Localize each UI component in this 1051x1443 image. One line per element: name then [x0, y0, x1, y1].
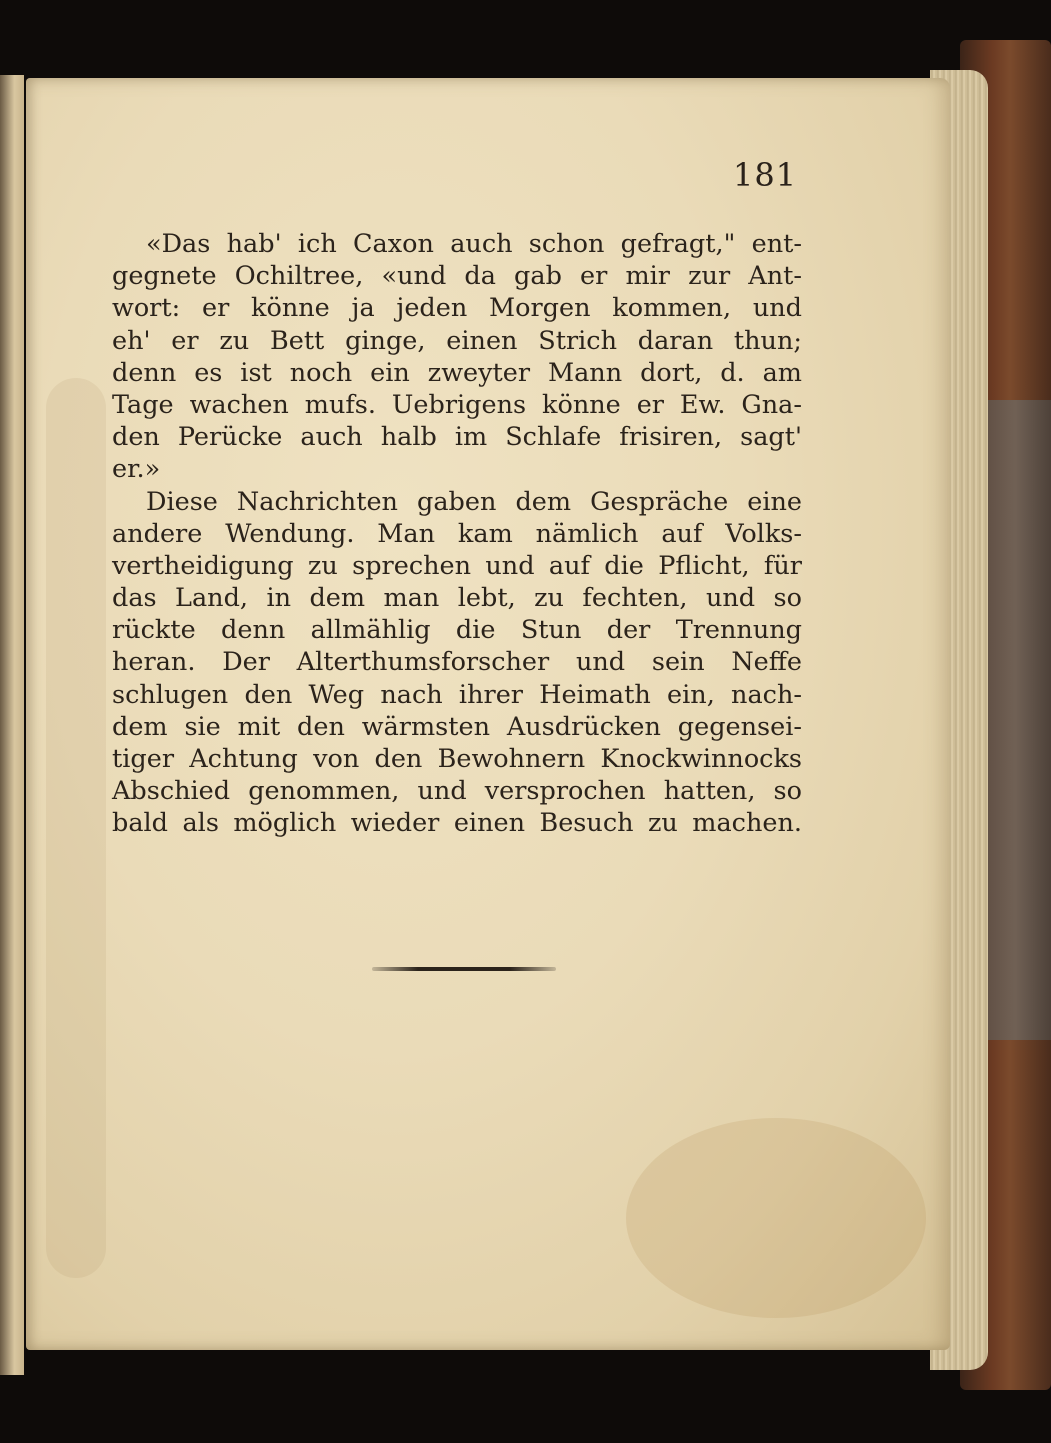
text-line: gegnete Ochiltree, «und da gab er mir zur Ant-: [112, 261, 802, 292]
text-line: Diese Nachrichten gaben dem Gespräche eine: [146, 486, 802, 517]
section-rule: [372, 967, 556, 971]
text-line: schlugen den Weg nach ihrer Heimath ein, nach-: [112, 679, 802, 710]
page-stain: [626, 1118, 926, 1318]
page-text: [112, 228, 802, 840]
left-page-edge: [0, 75, 24, 1375]
text-line: Abschied genommen, und versprochen hatten, so: [112, 776, 802, 807]
text-line: rückte denn allmählig die Stun der Trennung: [112, 615, 802, 646]
text-line: dem sie mit den wärmsten Ausdrücken gegensei-: [112, 711, 802, 742]
text-line: den Perücke auch halb im Schlafe frisiren, sagt': [112, 422, 802, 453]
text-line: denn es ist noch ein zweyter Mann dort, d. am: [112, 357, 802, 388]
text-line: bald als möglich wieder einen Besuch zu machen.: [112, 808, 802, 839]
text-line: wort: er könne ja jeden Morgen kommen, und: [112, 293, 802, 324]
text-line: das Land, in dem man lebt, zu fechten, und so: [112, 583, 802, 614]
page-number: 181: [733, 156, 798, 194]
text-line: eh' er zu Bett ginge, einen Strich daran thun;: [112, 325, 802, 356]
text-line: andere Wendung. Man kam nämlich auf Volks-: [112, 518, 802, 549]
text-line: er.»: [112, 454, 161, 485]
text-line: vertheidigung zu sprechen und auf die Pflicht, für: [112, 550, 802, 581]
text-line: tiger Achtung von den Bewohnern Knockwinnocks: [112, 744, 802, 774]
text-line: «Das hab' ich Caxon auch schon gefragt," ent-: [146, 229, 802, 259]
text-line: Tage wachen mufs. Uebrigens könne er Ew. Gna-: [112, 389, 802, 420]
page-stain: [46, 378, 106, 1278]
text-line: heran. Der Alterthumsforscher und sein Neffe: [112, 647, 802, 678]
